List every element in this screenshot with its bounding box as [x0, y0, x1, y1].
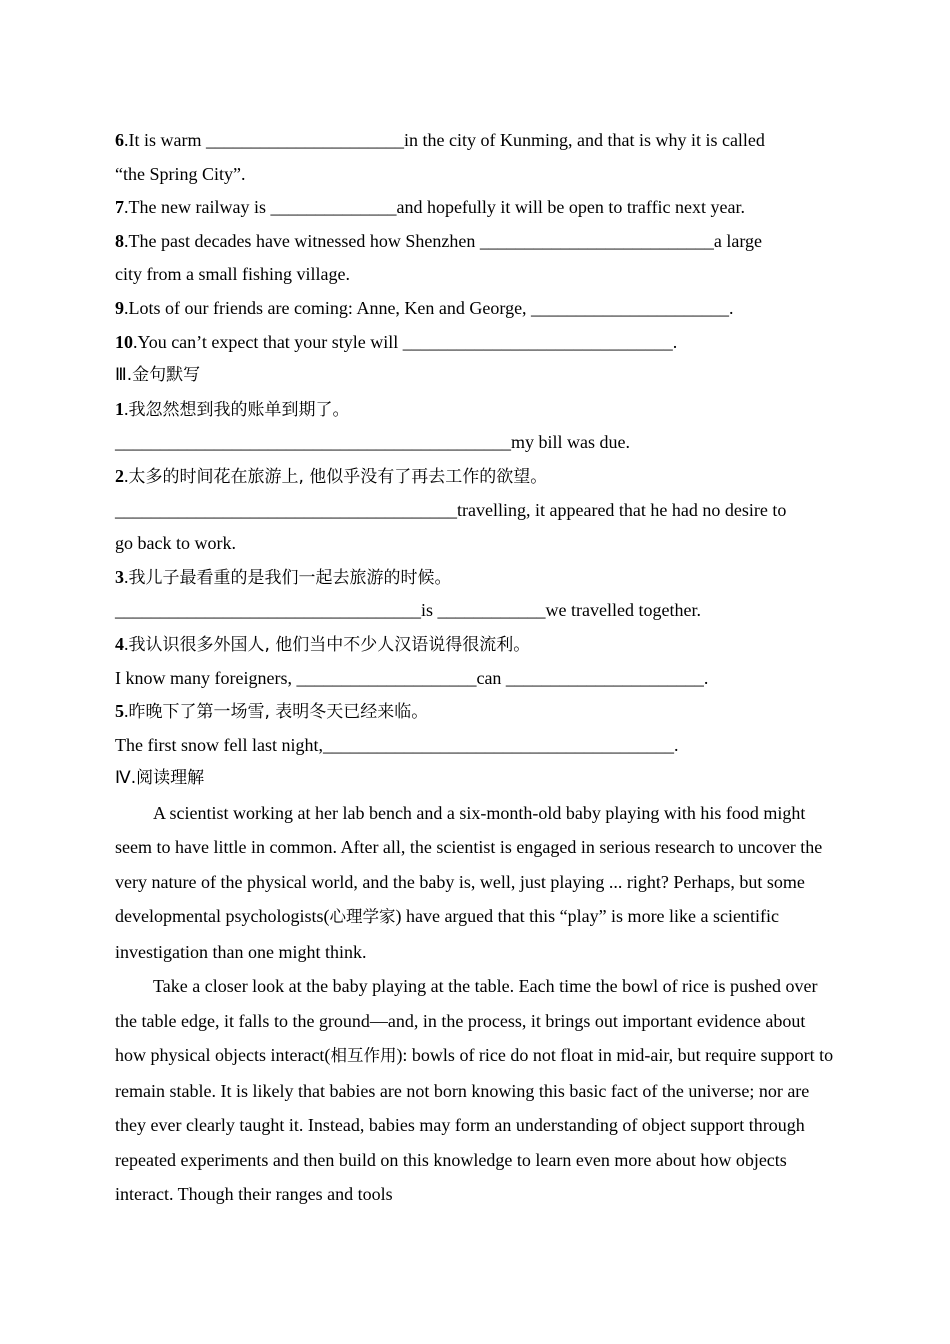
paragraph-text: ): bowls of rice do not float in mid-air, but require support to remain stable. It is likely that babies are not born knowing this basic fact of the universe; nor are they ever clearly taught it. Instead, babies may form an understanding of object support through repeated experiments and then build on this knowledge to learn even more about how objects interact. Though their ranges and tools: [115, 1045, 834, 1205]
sentence-item-3: [115, 561, 835, 628]
answer-line: The first snow fell last night,_______________________________________.: [115, 734, 679, 755]
answer-line: __________________________________is ____________we travelled together.: [115, 600, 701, 621]
question-text: “the Spring City”.: [115, 163, 246, 184]
sentence-item-1: [115, 393, 835, 460]
question-number: 1: [115, 398, 124, 419]
chinese-prompt: 我认识很多外国人, 他们当中不少人汉语说得很流利。: [128, 634, 531, 655]
sentence-prompt: 2.太多的时间花在旅游上, 他似乎没有了再去工作的欲望。: [115, 465, 548, 487]
question-line: 10.You can’t expect that your style will ______________________________.: [115, 331, 678, 352]
question-number: 2: [115, 465, 124, 486]
sentence-prompt: 4.我认识很多外国人, 他们当中不少人汉语说得很流利。: [115, 633, 531, 655]
answer-line: I know many foreigners, ____________________can ______________________.: [115, 667, 709, 688]
section-heading-iii: Ⅲ.金句默写: [115, 365, 201, 386]
reading-paragraph-2: [115, 969, 835, 1212]
question-number: 6: [115, 130, 124, 150]
question-number: 4: [115, 633, 124, 654]
sentence-item-5: [115, 695, 835, 762]
sentence-prompt: 3.我儿子最看重的是我们一起去旅游的时候。: [115, 566, 452, 588]
paragraph-text: Take a closer look at the baby playing at the table. Each time the bowl of rice is pushed over the table edge, it falls to the ground—and, in the process, it brings out important evidence about how physical objects interact(: [115, 976, 818, 1066]
sentence-item-2: [115, 460, 835, 561]
reading-paragraph-1: [115, 796, 835, 970]
question-number: 7: [115, 197, 124, 218]
chinese-prompt: 我忽然想到我的账单到期了。: [128, 399, 350, 420]
answer-line: ______________________________________travelling, it appeared that he had no desire to: [115, 499, 787, 520]
chinese-prompt: 我儿子最看重的是我们一起去旅游的时候。: [128, 567, 452, 588]
question-text: Lots of our friends are coming: Anne, Ken and George, ______________________.: [128, 297, 734, 318]
question-number: 10: [115, 331, 133, 352]
answer-line: ____________________________________________my bill was due.: [115, 432, 630, 453]
question-line: 8.The past decades have witnessed how Shenzhen __________________________a large: [115, 230, 763, 251]
question-number: 9: [115, 297, 124, 318]
question-7: [115, 191, 835, 225]
question-8: [115, 225, 835, 292]
paragraph-text: ) have argued that this “play” is more like a scientific investigation than one might think.: [115, 906, 779, 962]
question-text: city from a small fishing village.: [115, 264, 350, 285]
gloss-chinese: 心理学家: [329, 907, 396, 927]
question-number: 8: [115, 230, 124, 251]
question-10: [115, 326, 835, 360]
question-line: [115, 258, 835, 292]
question-number: 5: [115, 701, 124, 722]
sentence-prompt: 5.昨晚下了第一场雪, 表明冬天已经来临。: [115, 701, 429, 723]
question-number: 3: [115, 566, 124, 587]
document-page: [115, 124, 835, 1212]
question-text: The past decades have witnessed how Shenzhen __________________________a large: [128, 230, 763, 251]
gloss-chinese: 相互作用: [330, 1046, 397, 1066]
question-text: You can’t expect that your style will ______________________________.: [137, 331, 678, 352]
question-9: [115, 292, 835, 326]
question-6: [115, 124, 835, 191]
question-line: 9.Lots of our friends are coming: Anne, Ken and George, ______________________.: [115, 297, 734, 318]
question-text: The new railway is ______________and hopefully it will be open to traffic next year.: [128, 197, 746, 218]
section-heading-iv: Ⅳ.阅读理解: [115, 768, 205, 789]
sentence-item-4: [115, 628, 835, 695]
sentence-prompt: 1.我忽然想到我的账单到期了。: [115, 398, 350, 420]
answer-line: go back to work.: [115, 533, 236, 554]
chinese-prompt: 昨晚下了第一场雪, 表明冬天已经来临。: [128, 702, 429, 723]
paragraph-text: A scientist working at her lab bench and a six-month-old baby playing with his food might seem to have little in common. After all, the scientist is engaged in serious research to uncover the very nature of the physical world, and the baby is, well, just playing ... right? Perhaps, but some developmental psychologists(: [115, 802, 823, 927]
chinese-prompt: 太多的时间花在旅游上, 他似乎没有了再去工作的欲望。: [128, 466, 548, 487]
question-text: It is warm ______________________in the city of Kunming, and that is why it is called: [128, 130, 765, 150]
question-line: 7.The new railway is ______________and hopefully it will be open to traffic next year.: [115, 197, 746, 218]
question-line: [115, 158, 835, 192]
question-line: 6.It is warm ______________________in the city of Kunming, and that is why it is called: [115, 130, 765, 150]
